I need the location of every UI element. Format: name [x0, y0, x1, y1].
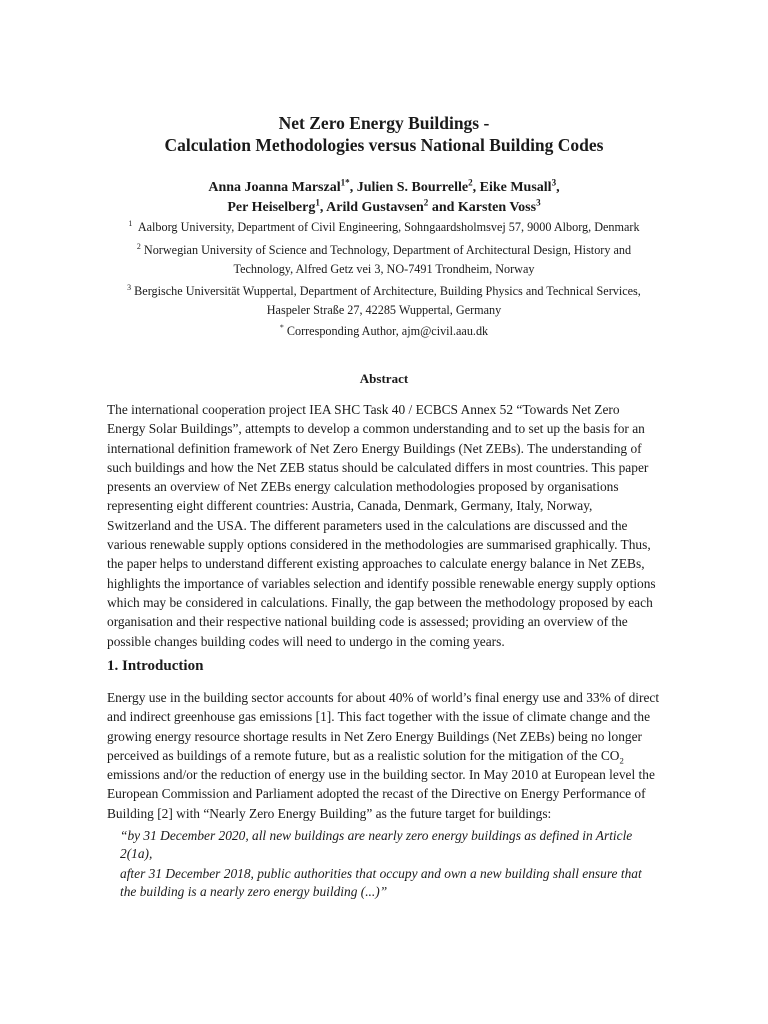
abstract-body	[107, 400, 667, 651]
affiliation-text: Haspeler Straße 27, 42285 Wuppertal, Germany	[266, 303, 502, 317]
abstract-line: which may be considered in calculations. Finally, the gap between the methodology proposed by each	[107, 594, 653, 610]
author-affiliation-mark: 2	[423, 197, 429, 208]
co2-subscript: 2	[619, 755, 624, 766]
author-name: Per Heiselberg	[227, 200, 316, 215]
affiliation-1	[0, 218, 768, 237]
abstract-line: representing eight different countries: Austria, Canada, Denmark, Germany, Italy, Norway,	[107, 498, 593, 514]
abstract-line: The international cooperation project IEA SHC Task 40 / ECBCS Annex 52 “Towards Net Zero	[107, 402, 620, 417]
author-name: Anna Joanna Marszal	[208, 180, 341, 195]
author-affiliation-mark: 2	[468, 177, 473, 188]
quote-line: after 31 December 2018, public authorities that occupy and own a new building shall ensure that	[120, 866, 642, 881]
author-separator: ,	[556, 180, 560, 195]
author-line-2	[0, 198, 768, 218]
author-line-1	[0, 178, 768, 198]
quote-line: “by 31 December 2020, all new buildings are nearly zero energy buildings as defined in Article	[120, 828, 633, 843]
author-separator: ,	[319, 200, 327, 215]
abstract-line: international definition framework of Net Zero Energy Buildings (Net ZEBs). The understanding of	[107, 440, 642, 456]
author-separator: and	[428, 200, 458, 215]
author-affiliation-mark: 1	[315, 197, 320, 208]
title-line-1: Net Zero Energy Buildings -	[278, 113, 490, 133]
abstract-heading: Abstract	[359, 371, 409, 386]
directive-quote-2	[120, 865, 680, 901]
author-affiliation-mark: 3	[551, 177, 557, 188]
intro-line: and indirect greenhouse gas emissions [1]. This fact together with the issue of climate change and the	[107, 709, 651, 725]
abstract-line: possible changes building codes will need to undergo in the coming years.	[107, 633, 505, 649]
affiliation-2	[0, 241, 768, 279]
author-separator: ,	[349, 180, 357, 195]
title-line-2: Calculation Methodologies versus National Building Codes	[164, 135, 604, 155]
quote-line: the building is a nearly zero energy building (...)”	[120, 884, 388, 899]
author-name: Karsten Voss	[457, 200, 537, 215]
abstract-line: Switzerland and the USA. The different parameters used in the calculations are discussed and the	[107, 517, 628, 533]
quote-line: 2(1a),	[120, 846, 153, 861]
author-name: Arild Gustavsen	[326, 200, 424, 215]
corresponding-author-text: Corresponding Author, ajm@civil.aau.dk	[286, 324, 489, 338]
affiliation-text: Bergische Universität Wuppertal, Department of Architecture, Building Physics and Technical Services,	[134, 284, 641, 298]
affiliation-mark: 1	[128, 218, 133, 228]
affiliation-mark: 2	[136, 241, 141, 251]
intro-line: Energy use in the building sector accounts for about 40% of world’s final energy use and 33% of direct	[107, 690, 660, 705]
affiliation-mark: *	[279, 322, 284, 332]
affiliation-3	[0, 282, 768, 320]
intro-line: emissions and/or the reduction of energy use in the building sector. In May 2010 at European level the	[107, 767, 655, 783]
affiliation-mark: 3	[127, 282, 132, 292]
abstract-line: the paper helps to understand different existing approaches to calculate energy balance in Net ZEBs,	[107, 556, 645, 572]
section-heading-introduction: 1. Introduction	[107, 658, 204, 674]
affiliation-text: Technology, Alfred Getz vei 3, NO-7491 Trondheim, Norway	[233, 262, 535, 276]
author-name: Julien S. Bourrelle	[356, 180, 469, 195]
abstract-line: Energy Solar Buildings”, attempts to develop a common understanding and to set up the basis for an	[107, 421, 645, 437]
affiliation-text: Norwegian University of Science and Technology, Department of Architectural Design, History and	[143, 243, 632, 257]
intro-line: European Commission and Parliament adopted the recast of the Directive on Energy Performance of	[107, 786, 646, 802]
abstract-line: such buildings and how the Net ZEB status should be calculated differs in most countries. This paper	[107, 459, 649, 475]
intro-line	[107, 746, 667, 765]
author-separator: ,	[472, 180, 480, 195]
paper-title	[0, 112, 768, 156]
directive-quote-1	[120, 827, 680, 863]
author-list	[0, 178, 768, 218]
intro-line-text: perceived as buildings of a remote future, but as a realistic solution for the mitigation of the CO	[107, 747, 620, 763]
corresponding-author	[0, 322, 768, 341]
introduction-body	[107, 688, 667, 823]
author-name: Eike Musall	[479, 180, 552, 195]
intro-line: Building [2] with “Nearly Zero Energy Building” as the future target for buildings:	[107, 805, 552, 821]
abstract-line: organisation and their respective national building code is assessed; providing an overview of the	[107, 614, 628, 630]
abstract-line: various renewable supply options considered in the methodologies are summarised graphically. Thus,	[107, 537, 651, 553]
author-affiliation-mark: 1*	[340, 177, 350, 188]
author-affiliation-mark: 3	[536, 197, 541, 208]
intro-line: growing energy resource shortage results in Net Zero Energy Buildings (Net ZEBs) being no longer	[107, 728, 643, 744]
abstract-line: highlights the importance of variables selection and identify possible renewable energy supply options	[107, 575, 656, 591]
affiliation-text: Aalborg University, Department of Civil Engineering, Sohngaardsholmsvej 57, 9000 Alborg, Denmark	[137, 220, 640, 234]
abstract-line: presents an overview of Net ZEBs energy calculation methodologies proposed by organisations	[107, 479, 619, 495]
